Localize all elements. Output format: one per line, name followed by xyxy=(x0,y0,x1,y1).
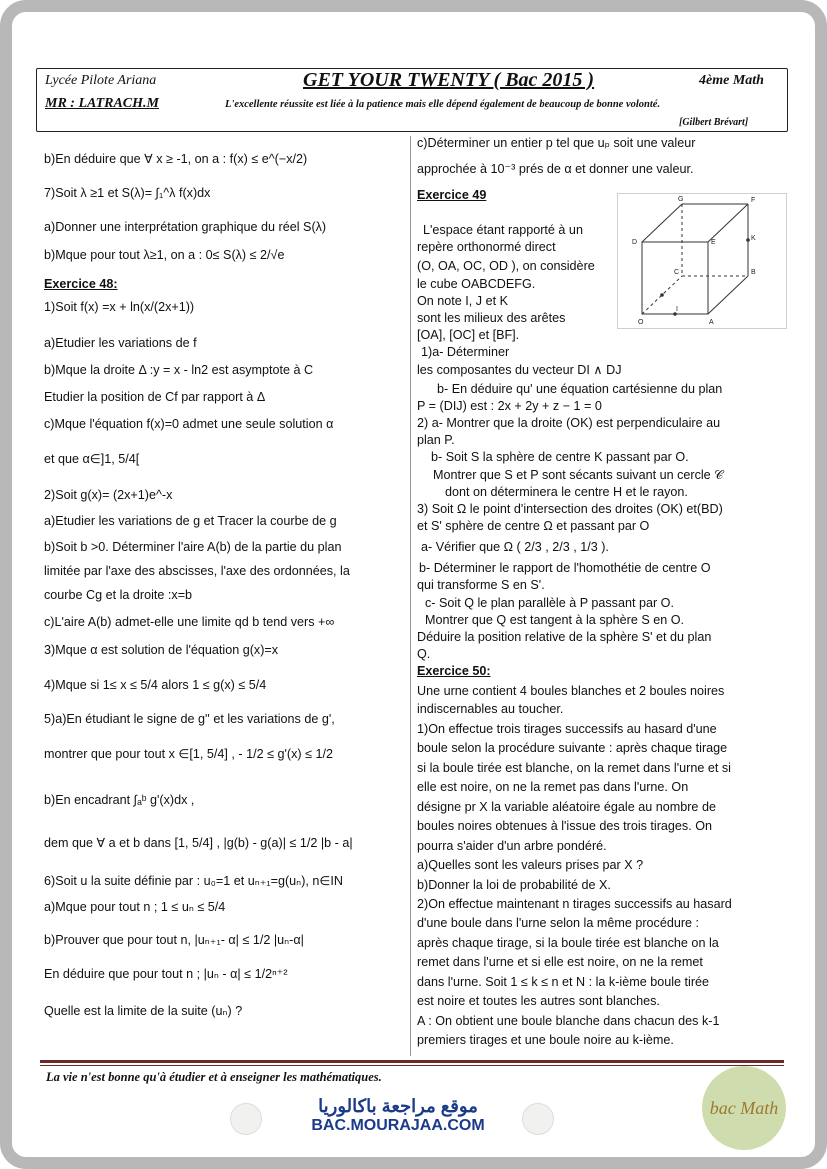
text-line: 1)Soit f(x) =x + ln(x/(2x+1)) xyxy=(44,300,195,314)
text-line: après chaque tirage, si la boule tirée est blanche on la xyxy=(417,936,719,950)
text-line: désigne pr X la variable aléatoire égale au nombre de xyxy=(417,800,716,814)
text-line: 7)Soit λ ≥1 et S(λ)= ∫₁^λ f(x)dx xyxy=(44,186,211,200)
text-line: a- Vérifier que Ω ( 2/3 , 2/3 , 1/3 ). xyxy=(421,540,609,554)
cube-label-k: K xyxy=(751,235,756,242)
cube-label-g: G xyxy=(678,196,684,203)
text-line: d'une boule dans l'urne selon la même procédure : xyxy=(417,916,700,930)
text-line: dem que ∀ a et b dans [1, 5/4] , |g(b) - g(a)| ≤ 1/2 |b - a| xyxy=(44,836,353,850)
text-line: 2) a- Montrer que la droite (OK) est perpendiculaire au xyxy=(417,416,721,430)
teacher-name: MR : LATRACH.M xyxy=(45,96,159,111)
site-badge[interactable] xyxy=(296,1092,500,1148)
text-line: et S' sphère de centre Ω et passant par O xyxy=(417,519,650,533)
text-line: approchée à 10⁻³ prés de α et donner une valeur. xyxy=(417,162,694,176)
text-line: b)Mque pour tout λ≥1, on a : 0≤ S(λ) ≤ 2/√e xyxy=(44,248,285,262)
text-line: a)Mque pour tout n ; 1 ≤ uₙ ≤ 5/4 xyxy=(44,900,226,914)
text-line: dans l'urne. Soit 1 ≤ k ≤ n et N : la k-ième boule tirée xyxy=(417,975,710,989)
text-line: Q. xyxy=(417,647,431,661)
text-line: est noire et toutes les autres sont blanches. xyxy=(417,994,660,1008)
text-line: Etudier la position de Cf par rapport à Δ xyxy=(44,390,266,404)
text-line: b)Soit b >0. Déterminer l'aire A(b) de la partie du plan xyxy=(44,540,342,554)
text-line: plan P. xyxy=(417,433,455,447)
text-line: b)En déduire que ∀ x ≥ -1, on a : f(x) ≤ e^(−x/2) xyxy=(44,152,308,166)
quote: L'excellente réussite est liée à la patience mais elle dépend également de beaucoup de bonne volonté. xyxy=(225,99,661,110)
exercise-50-title: Exercice 50: xyxy=(417,664,491,678)
text-line: dont on déterminera le centre H et le rayon. xyxy=(445,485,688,499)
text-line: 5)a)En étudiant le signe de g'' et les variations de g', xyxy=(44,712,335,726)
footer-motto: La vie n'est bonne qu'à étudier et à enseigner les mathématiques. xyxy=(46,1070,382,1084)
text-line: 1)On effectue trois tirages successifs au hasard d'une xyxy=(417,722,717,736)
text-line: et que α∈]1, 5/4[ xyxy=(44,452,140,466)
text-line: b)Donner la loi de probabilité de X. xyxy=(417,878,611,892)
cube-label-a: A xyxy=(709,319,714,326)
text-line: b- Soit S la sphère de centre K passant par O. xyxy=(431,450,689,464)
text-line: les composantes du vecteur DI ∧ DJ xyxy=(417,363,622,377)
footer-rule xyxy=(40,1060,784,1063)
text-line: c)L'aire A(b) admet-elle une limite qd b tend vers +∞ xyxy=(44,615,335,629)
cube-label-i: I xyxy=(676,306,678,313)
text-line: On note I, J et K xyxy=(417,294,509,308)
text-line: A : On obtient une boule blanche dans chacun des k-1 xyxy=(417,1014,720,1028)
text-line: a)Quelles sont les valeurs prises par X ? xyxy=(417,858,644,872)
site-name-arabic: موقع مراجعة باكالوريا xyxy=(318,1096,478,1116)
cube-label-f: F xyxy=(751,197,756,204)
header-box xyxy=(36,68,788,132)
text-line: Quelle est la limite de la suite (uₙ) ? xyxy=(44,1004,243,1018)
exercise-49-title: Exercice 49 xyxy=(417,188,487,202)
cube-label-c: C xyxy=(674,269,680,276)
text-line: 2)Soit g(x)= (2x+1)e^-x xyxy=(44,488,173,502)
text-line: 2)On effectue maintenant n tirages successifs au hasard xyxy=(417,897,732,911)
text-line: c- Soit Q le plan parallèle à P passant par O. xyxy=(425,596,674,610)
text-line: indiscernables au toucher. xyxy=(417,702,564,716)
site-url[interactable]: BAC.MOURAJAA.COM xyxy=(311,1117,485,1134)
text-line: b)Prouver que pour tout n, |uₙ₊₁- α| ≤ 1/2 |uₙ-α| xyxy=(44,933,304,947)
text-line: 1)a- Déterminer xyxy=(421,345,510,359)
cube-label-o: O xyxy=(638,319,644,326)
school-name: Lycée Pilote Ariana xyxy=(45,73,157,88)
text-line: b- En déduire qu' une équation cartésienne du plan xyxy=(437,382,723,396)
text-line: pourra s'aider d'un arbre pondéré. xyxy=(417,839,607,853)
text-line: Déduire la position relative de la sphère S' et du plan xyxy=(417,630,712,644)
text-line: c)Mque l'équation f(x)=0 admet une seule solution α xyxy=(44,417,334,431)
text-line: si la boule tirée est blanche, on la remet dans l'urne et si xyxy=(417,761,731,775)
text-line: [OA], [OC] et [BF]. xyxy=(417,328,520,342)
text-line: b- Déterminer le rapport de l'homothétie de centre O xyxy=(419,561,711,575)
text-line: En déduire que pour tout n ; |uₙ - α| ≤ 1/2ⁿ⁺² xyxy=(44,967,288,981)
page-title: GET YOUR TWENTY ( Bac 2015 ) xyxy=(303,69,595,91)
text-line: P = (DIJ) est : 2x + 2y + z − 1 = 0 xyxy=(417,399,602,413)
text-line: 3) Soit Ω le point d'intersection des droites (OK) et(BD) xyxy=(417,502,723,516)
footer-rule-thin xyxy=(40,1065,784,1066)
text-line: 4)Mque si 1≤ x ≤ 5/4 alors 1 ≤ g(x) ≤ 5/4 xyxy=(44,678,267,692)
text-line: c)Déterminer un entier p tel que uₚ soit une valeur xyxy=(417,136,696,150)
cube-drawing xyxy=(618,194,786,328)
text-line: Montrer que S et P sont sécants suivant un cercle 𝒞 xyxy=(433,468,724,482)
text-line: L'espace étant rapporté à un xyxy=(423,223,583,237)
text-line: Une urne contient 4 boules blanches et 2 boules noires xyxy=(417,684,725,698)
text-line: b)Mque la droite Δ :y = x - ln2 est asymptote à C xyxy=(44,363,314,377)
right-logo-icon xyxy=(522,1103,554,1135)
text-line: courbe Cg et la droite :x=b xyxy=(44,588,193,602)
text-line: qui transforme S en S'. xyxy=(417,578,545,592)
text-line: limitée par l'axe des abscisses, l'axe des ordonnées, la xyxy=(44,564,350,578)
text-line: a)Donner une interprétation graphique du réel S(λ) xyxy=(44,220,327,234)
bac-math-logo: bac Math xyxy=(702,1066,786,1150)
quote-author: [Gilbert Brévart] xyxy=(679,117,749,128)
text-line: 3)Mque α est solution de l'équation g(x)=x xyxy=(44,643,279,657)
text-line: boule selon la procédure suivante : après chaque tirage xyxy=(417,741,728,755)
text-line: 6)Soit u la suite définie par : u₀=1 et uₙ₊₁=g(uₙ), n∈IN xyxy=(44,874,343,888)
cube-label-e: E xyxy=(711,239,716,246)
text-line: b)En encadrant ∫ₐᵇ g'(x)dx , xyxy=(44,793,195,807)
cube-figure xyxy=(617,193,787,329)
text-line: boules noires obtenues à l'issue des trois tirages. On xyxy=(417,819,713,833)
left-logo-icon xyxy=(230,1103,262,1135)
level-label: 4ème Math xyxy=(699,73,764,88)
text-line: remet dans l'urne et si elle est noire, on ne la remet xyxy=(417,955,703,969)
column-divider xyxy=(410,136,411,1056)
cube-label-d: D xyxy=(632,239,638,246)
text-line: elle est noire, on ne la remet pas dans l'urne. On xyxy=(417,780,689,794)
text-line: premiers tirages et une boule noire au k-ième. xyxy=(417,1033,674,1047)
text-line: Montrer que Q est tangent à la sphère S en O. xyxy=(425,613,685,627)
text-line: a)Etudier les variations de g et Tracer la courbe de g xyxy=(44,514,337,528)
text-line: (O, OA, OC, OD ), on considère xyxy=(417,259,595,273)
text-line: repère orthonormé direct xyxy=(417,240,556,254)
exercise-48-title: Exercice 48: xyxy=(44,277,118,291)
cube-label-b: B xyxy=(751,269,756,276)
text-line: sont les milieux des arêtes xyxy=(417,311,566,325)
text-line: a)Etudier les variations de f xyxy=(44,336,197,350)
text-line: le cube OABCDEFG. xyxy=(417,277,536,291)
text-line: montrer que pour tout x ∈[1, 5/4] , - 1/2 ≤ g'(x) ≤ 1/2 xyxy=(44,747,333,761)
